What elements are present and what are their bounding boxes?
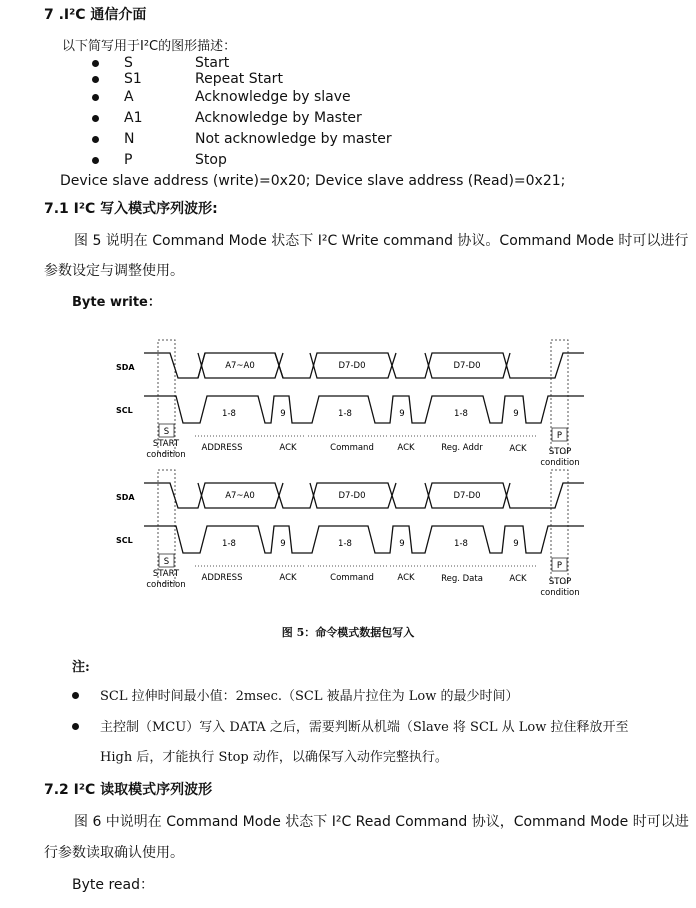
field-label: Command (330, 443, 374, 453)
timing-row-2 (116, 470, 584, 598)
scl-clock-label: 1-8 (338, 539, 352, 549)
svg-text:condition: condition (540, 458, 580, 468)
symbol-code: A1 (124, 110, 143, 126)
svg-text:P: P (556, 561, 563, 571)
svg-text:S: S (163, 427, 170, 437)
field-label: ACK (397, 443, 415, 453)
scl-clock-label: 9 (399, 539, 405, 549)
symbol-code: P (124, 152, 133, 168)
sda-byte: D7-D0 (453, 361, 481, 371)
svg-text:P: P (556, 431, 563, 441)
field-label: ADDRESS (201, 443, 243, 453)
symbol-desc: Not acknowledge by master (195, 131, 392, 147)
bullet-icon (92, 157, 99, 164)
start-condition-label: START (152, 569, 180, 579)
paragraph-line: 图 6 中说明在 Command Mode 状态下 I²C Read Command 协议，Command Mode 时可以进 (74, 814, 689, 830)
bullet-icon (72, 723, 79, 730)
paragraph-line: 行参数读取确认使用。 (44, 845, 184, 861)
sda-byte: D7-D0 (453, 491, 481, 501)
svg-text:condition: condition (540, 588, 580, 598)
notes-title: 注: (72, 660, 90, 675)
bullet-icon (92, 94, 99, 101)
start-condition-label: START (152, 439, 180, 449)
symbol-code: N (124, 131, 135, 147)
scl-clock-label: 1-8 (222, 539, 236, 549)
byte-read-label: Byte read： (72, 877, 154, 893)
symbol-desc: Acknowledge by slave (195, 89, 351, 105)
symbol-code: S1 (124, 71, 142, 87)
symbol-code: S (124, 55, 133, 71)
svg-text:S: S (163, 557, 170, 567)
sda-byte: A7~A0 (225, 361, 255, 371)
figure-caption: 图 5：命令模式数据包写入 (281, 626, 415, 639)
note-line: High 后，才能执行 Stop 动作，以确保写入动作完整执行。 (100, 750, 448, 765)
field-label: ACK (509, 574, 527, 584)
note-line: 主控制（MCU）写入 DATA 之后，需要判断从机端（Slave 将 SCL 从 Low 拉住释放开至 (100, 720, 629, 735)
note-line: SCL 拉伸时间最小值：2msec.（SCL 被晶片拉住为 Low 的最少时间） (100, 689, 519, 704)
bullet-icon (72, 692, 79, 699)
field-label: ACK (397, 573, 415, 583)
stop-condition-label: STOP (548, 577, 572, 587)
section-7-2-title: 7.2 I²C 读取模式序列波形 (44, 782, 213, 798)
bullet-icon (92, 136, 99, 143)
section-7-title: 7 .I²C 通信介面 (44, 7, 147, 23)
section-7-1-title: 7.1 I²C 写入模式序列波形: (44, 201, 218, 217)
scl-clock-label: 1-8 (338, 409, 352, 419)
bullet-icon (92, 76, 99, 83)
byte-write-label: Byte write： (72, 295, 161, 310)
bullet-icon (92, 115, 99, 122)
svg-text:condition: condition (146, 450, 186, 460)
scl-clock-label: 9 (513, 409, 519, 419)
symbol-desc: Acknowledge by Master (195, 110, 362, 126)
field-label: ACK (279, 573, 297, 583)
slave-address-line: Device slave address (write)=0x20; Device slave address (Read)=0x21; (60, 173, 566, 189)
symbol-desc: Repeat Start (195, 71, 283, 87)
svg-text:condition: condition (146, 580, 186, 590)
symbol-desc: Start (195, 55, 230, 71)
paragraph-line: 参数设定与调整使用。 (44, 263, 184, 279)
sda-label: SDA (116, 363, 135, 372)
scl-clock-label: 9 (280, 539, 286, 549)
symbol-desc: Stop (195, 152, 227, 168)
scl-label: SCL (116, 536, 133, 545)
scl-clock-label: 9 (399, 409, 405, 419)
scl-clock-label: 1-8 (454, 539, 468, 549)
symbols-intro: 以下简写用于I²C的图形描述： (62, 39, 237, 54)
scl-clock-label: 1-8 (454, 409, 468, 419)
paragraph-line: 图 5 说明在 Command Mode 状态下 I²C Write command 协议。Command Mode 时可以进行 (74, 233, 689, 249)
field-label: Command (330, 573, 374, 583)
scl-clock-label: 9 (280, 409, 286, 419)
sda-byte: D7-D0 (338, 491, 366, 501)
scl-clock-label: 1-8 (222, 409, 236, 419)
field-label: ACK (509, 444, 527, 454)
sda-byte: A7~A0 (225, 491, 255, 501)
timing-diagram (0, 330, 696, 630)
sda-label: SDA (116, 493, 135, 502)
timing-row-1 (116, 340, 584, 468)
symbol-code: A (124, 89, 134, 105)
bullet-icon (92, 60, 99, 67)
field-label: Reg. Data (441, 574, 483, 584)
scl-clock-label: 9 (513, 539, 519, 549)
field-label: ACK (279, 443, 297, 453)
stop-condition-label: STOP (548, 447, 572, 457)
sda-byte: D7-D0 (338, 361, 366, 371)
scl-label: SCL (116, 406, 133, 415)
field-label: ADDRESS (201, 573, 243, 583)
field-label: Reg. Addr (441, 443, 483, 453)
